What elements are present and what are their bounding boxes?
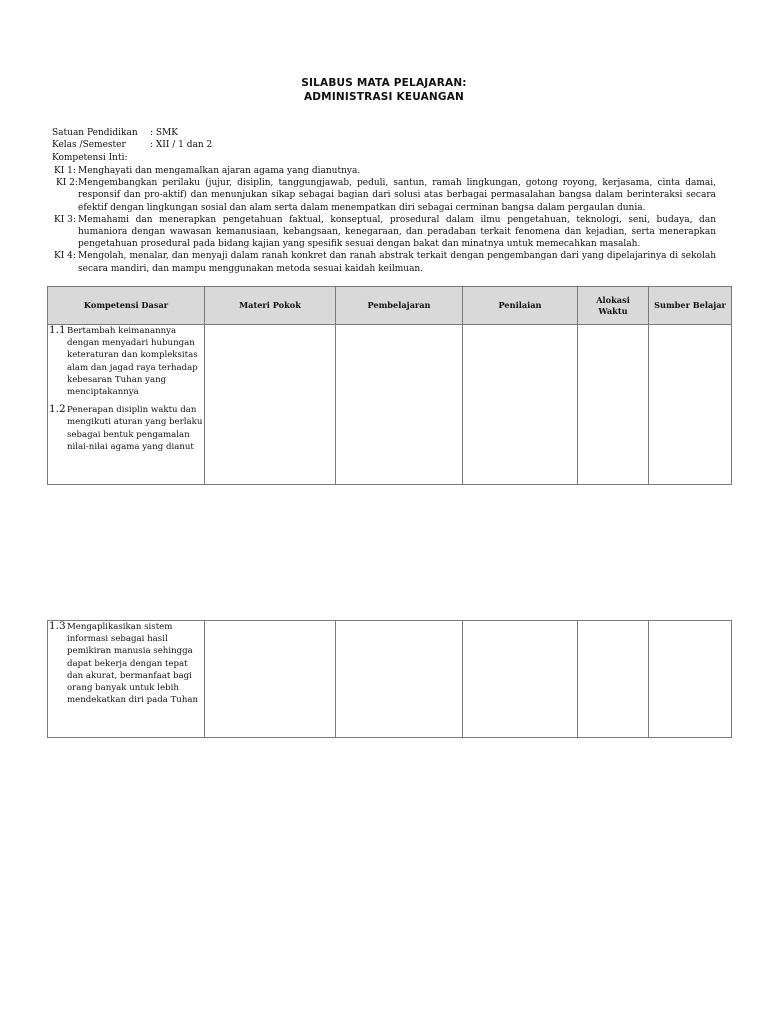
kd-number: 1.1 — [49, 324, 66, 336]
ki-code: KI 4: — [54, 251, 76, 262]
header-alokasi-line1: Alokasi — [596, 294, 630, 305]
pembelajaran-cell — [336, 325, 463, 485]
materi-pokok-cell — [205, 325, 336, 485]
ki-text: Memahami dan menerapkan pengetahuan faktual, konseptual, prosedural dalam ilmu pengetahuan, teknologi, seni, budaya, dan humaniora dengan wawasan kemanusiaan, kebangsaan, kenegaraan, dan peradaban terkait fenomena dan kejadian, serta menerapkan pengetahuan prosedural pada bidang kajian yang spesifik sesuai dengan bakat dan minatnya untuk memecahkan masalah. — [78, 214, 716, 250]
ki-text: Menghayati dan mengamalkan ajaran agama yang dianutnya. — [78, 166, 361, 176]
kd-number: 1.3 — [49, 620, 66, 632]
table-header-row — [48, 287, 732, 325]
header-materi-pokok: Materi Pokok — [205, 287, 336, 325]
document-title-line1: SILABUS MATA PELAJARAN: — [301, 77, 467, 89]
kelas-label: Kelas /Semester — [52, 140, 126, 151]
kompetensi-inti-list — [52, 165, 716, 275]
syllabus-table — [47, 286, 732, 485]
ki-item — [52, 250, 716, 274]
kompetensi-inti-label: Kompetensi Inti: — [52, 152, 128, 163]
header-sumber-belajar: Sumber Belajar — [649, 287, 732, 325]
document-title-line2: ADMINISTRASI KEUANGAN — [303, 91, 465, 103]
ki-code: KI 3: — [54, 214, 76, 225]
penilaian-cell — [463, 325, 578, 485]
kompetensi-dasar-cell — [48, 621, 205, 738]
ki-item — [52, 214, 716, 251]
ki-item — [52, 165, 716, 177]
materi-pokok-cell — [205, 621, 336, 738]
header-alokasi-line2: Waktu — [598, 305, 628, 316]
table-row — [48, 325, 732, 485]
kompetensi-dasar-cell — [48, 325, 205, 485]
syllabus-table-continued — [47, 620, 732, 738]
ki-item — [52, 177, 716, 214]
kelas-value: : XII / 1 dan 2 — [150, 140, 213, 151]
kd-number: 1.2 — [49, 403, 66, 416]
kd-text: Bertambah keimanannya dengan menyadari hubungan keteraturan dan kompleksitas alam dan jagad raya terhadap kebesaran Tuhan yang menciptakannya — [67, 326, 198, 398]
header-kompetensi-dasar: Kompetensi Dasar — [48, 287, 205, 325]
ki-code: KI 2: — [56, 178, 78, 189]
ki-text: Mengembangkan perilaku (jujur, disiplin, tanggungjawab, peduli, santun, ramah lingkungan, gotong royong, kerjasama, cinta damai, responsif dan pro-aktif) dan menunjukan sikap sebagai bagian dari solusi atas berbagai permasalahan bangsa dalam berinteraksi secara efektif dengan lingkungan sosial dan alam serta dalam menempatkan diri sebagai cerminan bangsa dalam pergaulan dunia. — [78, 178, 716, 213]
kd-entry — [48, 621, 204, 706]
penilaian-cell — [463, 621, 578, 738]
table-row — [48, 621, 732, 738]
ki-text: Mengolah, menalar, dan menyaji dalam ranah konkret dan ranah abstrak terkait dengan pengembangan dari yang dipelajarinya di sekolah secara mandiri, dan mampu menggunakan metoda sesuai kaidah keilmuan. — [78, 251, 716, 274]
sumber-belajar-cell — [649, 325, 732, 485]
meta-block — [52, 127, 212, 164]
ki-code: KI 1: — [54, 166, 76, 176]
header-penilaian: Penilaian — [463, 287, 578, 325]
satuan-label: Satuan Pendidikan — [52, 128, 138, 138]
kd-entry — [48, 404, 204, 453]
pembelajaran-cell — [336, 621, 463, 738]
satuan-value: : SMK — [150, 128, 178, 138]
satuan-row — [52, 127, 212, 139]
header-alokasi-waktu — [578, 287, 649, 325]
kd-entry — [48, 325, 204, 398]
alokasi-waktu-cell — [578, 325, 649, 485]
kd-text: Penerapan disiplin waktu dan mengikuti aturan yang berlaku sebagai bentuk pengamalan nilai-nilai agama yang dianut — [67, 405, 203, 452]
kelas-row — [52, 139, 212, 151]
alokasi-waktu-cell — [578, 621, 649, 738]
sumber-belajar-cell — [649, 621, 732, 738]
header-pembelajaran: Pembelajaran — [336, 287, 463, 325]
kd-text: Mengaplikasikan sistem informasi sebagai hasil pemikiran manusia sehingga dapat bekerja dengan tepat dan akurat, bermanfaat bagi orang banyak untuk lebih mendekatkan diri pada Tuhan — [67, 622, 199, 706]
